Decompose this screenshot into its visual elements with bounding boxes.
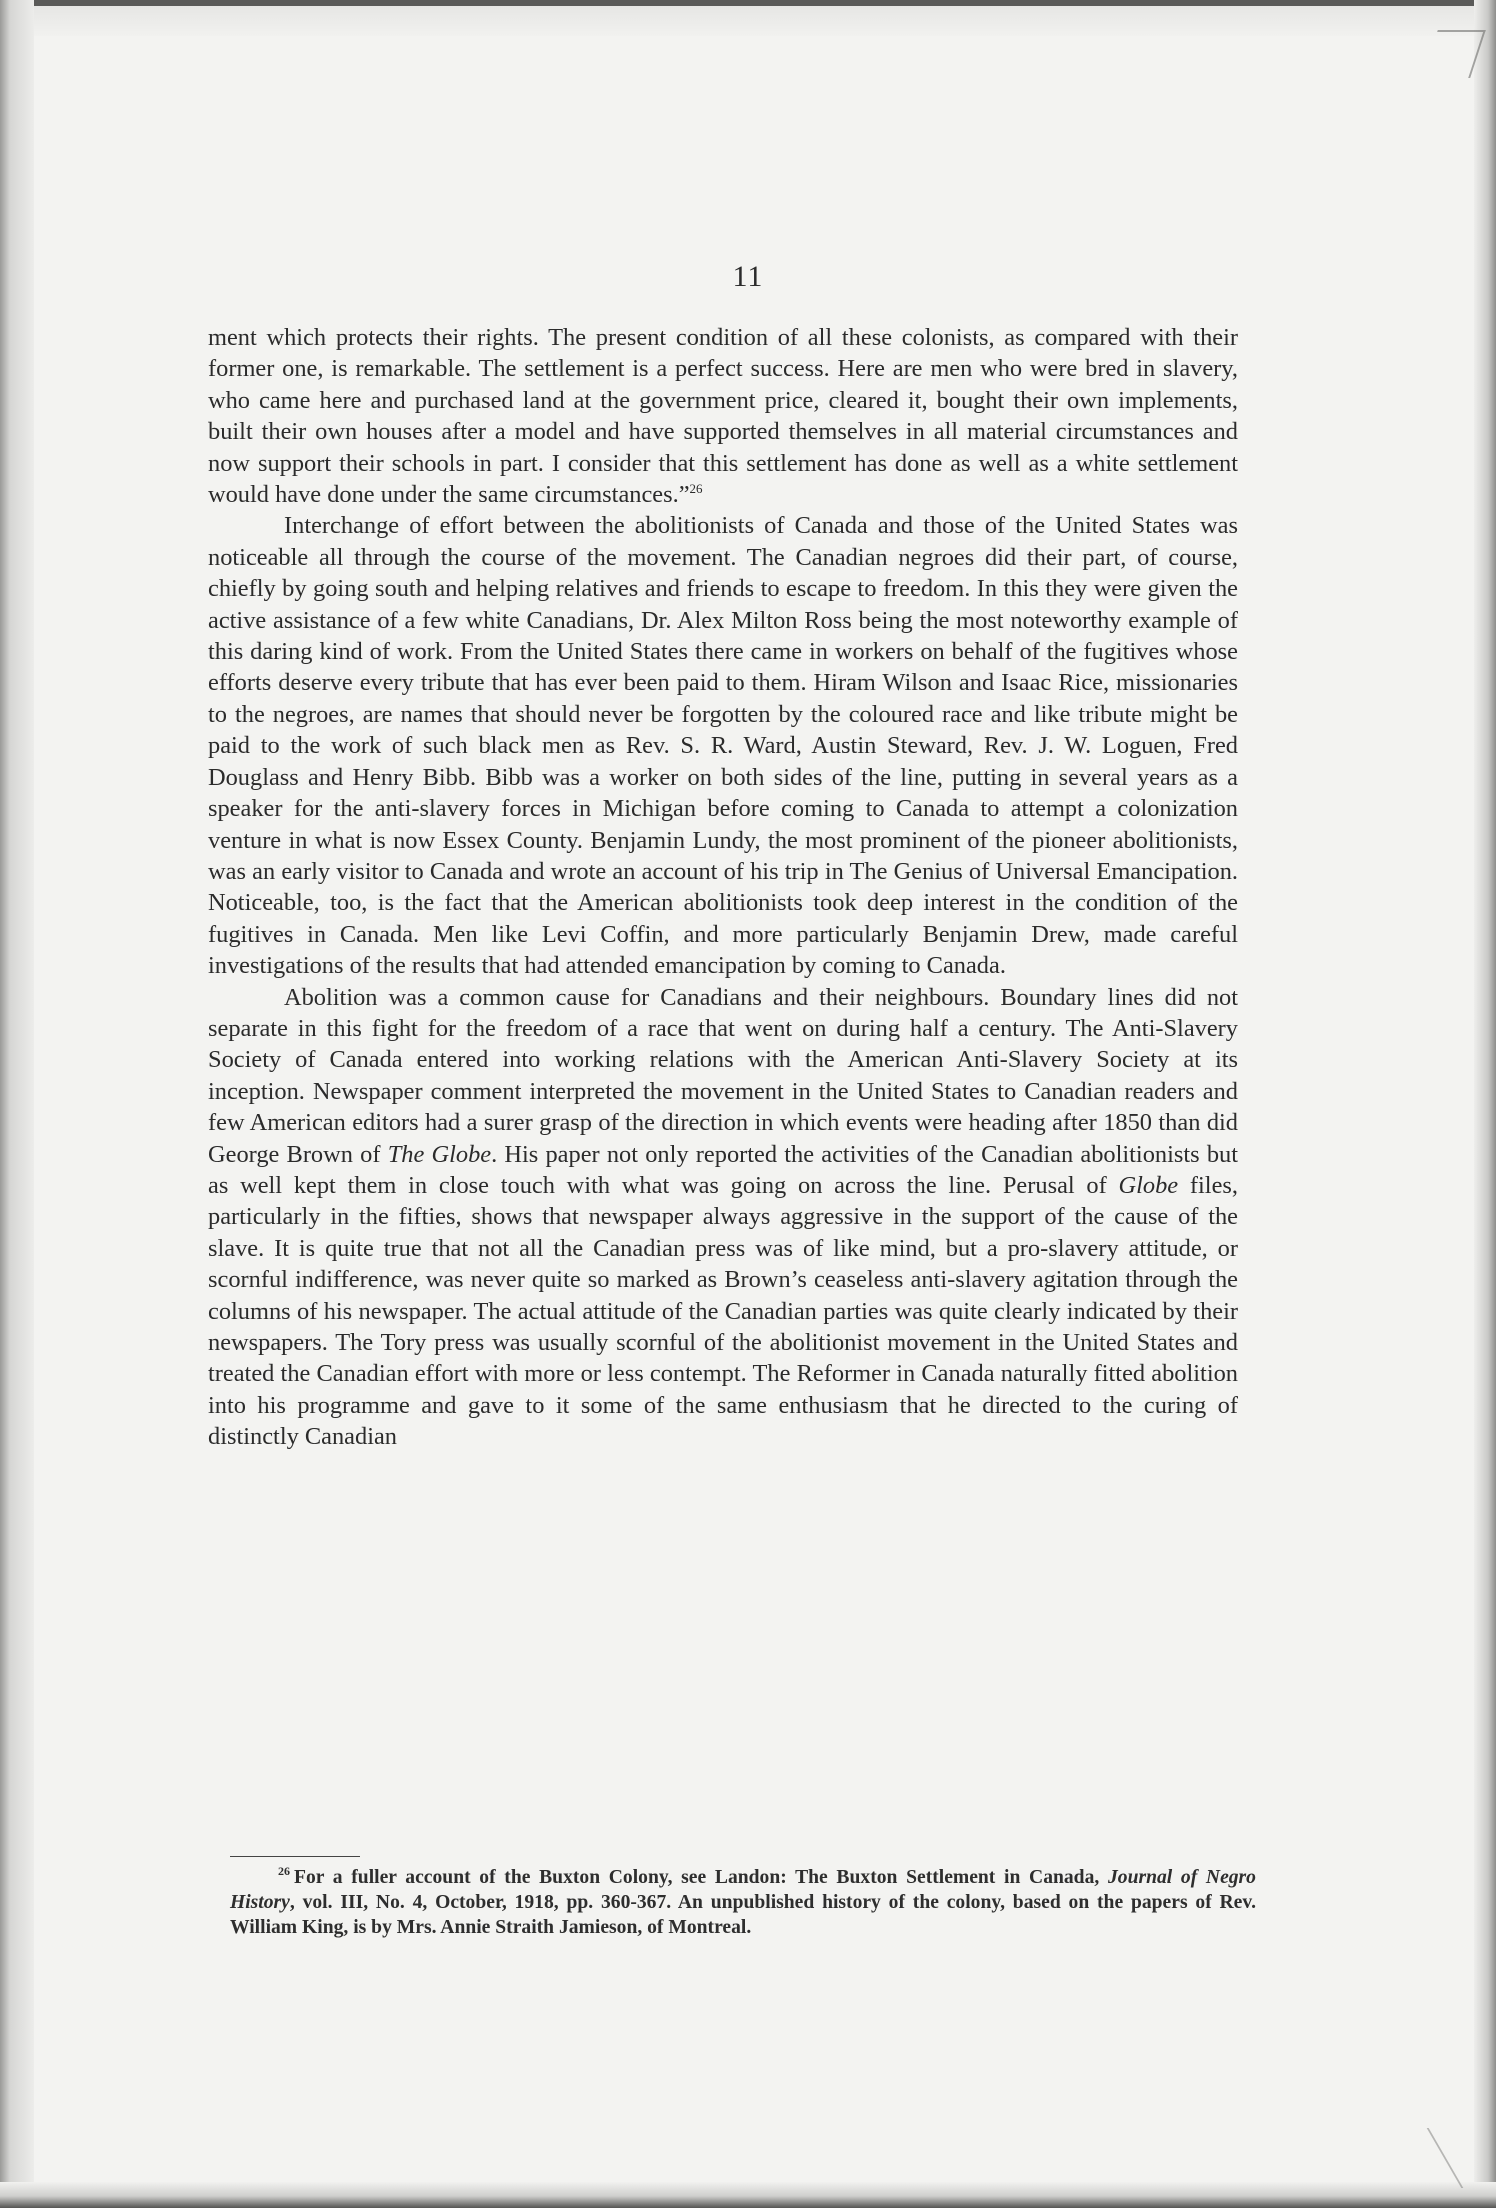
footnote — [230, 1866, 1256, 1940]
journal-title: Journal of Negro History — [230, 1867, 1256, 1913]
paragraph-3-text-middle: . His paper not only reported the activities of the Canadian abolitionists but as well kept them in close touch with what was going on across the line. Perusal of — [208, 1140, 1239, 1199]
scan-bottom-edge — [0, 2182, 1496, 2208]
paragraph-3-text-start: Abolition was a common cause for Canadians and their neighbours. Boundary lines did not separate in this fight for the freedom of a race that went on during half a century. The Anti-Slavery Society of Canada entered into working relations with the American Anti-Slavery Society at its inception. Newspaper comment interpreted the movement in the United States to Canadian readers and few American editors had a surer grasp of the direction in which events were heading after 1850 than did George Brown of — [208, 983, 1238, 1168]
newspaper-title-the-globe: The Globe — [387, 1140, 492, 1168]
paragraph-3 — [208, 982, 1238, 1453]
scan-left-edge — [0, 0, 34, 2208]
paragraph-3-text-end: files, particularly in the fifties, shows that newspaper always aggressive in the support of the cause of the slave. It is quite true that not all the Canadian press was of like mind, but a pro-slavery attitude, or scornful indifference, was never quite so marked as Brown’s ceaseless anti-slavery agitation through the columns of his newspaper. The actual attitude of the Canadian parties was quite clearly indicated by their newspapers. The Tory press was usually scornful of the abolitionist movement in the United States and treated the Canadian effort with more or less contempt. The Reformer in Canada naturally fitted abolition into his programme and gave to it some of the same enthusiasm that he directed to the curing of distinctly Canadian — [208, 1171, 1238, 1451]
footnote-divider — [230, 1856, 360, 1857]
footnote-paragraph — [230, 1866, 1256, 1940]
newspaper-title-globe: Globe — [1118, 1171, 1179, 1199]
paragraph-1 — [208, 322, 1238, 510]
page-number: 11 — [732, 260, 764, 293]
body-text — [208, 322, 1238, 1453]
scan-right-edge — [1474, 0, 1496, 2208]
footnote-reference: 26 — [689, 480, 703, 496]
paragraph-1-text: ment which protects their rights. The present condition of all these colonists, as compared with their former one, is remarkable. The settlement is a perfect success. Here are men who were bred in slavery, who came here and purchased land at the government price, cleared it, bought their own implements, built their own houses after a model and have supported themselves in all material circumstances and now support their schools in part. I consider that this settlement has done as well as a white settlement would have done under the same circumstances.” — [208, 324, 1238, 509]
paragraph-2-text: Interchange of effort between the abolitionists of Canada and those of the United States was noticeable all through the course of the movement. The Canadian negroes did their part, of course, chiefly by going south and helping relatives and friends to escape to freedom. In this they were given the active assistance of a few white Canadians, Dr. Alex Milton Ross being the most noteworthy example of this daring kind of work. From the United States there came in workers on behalf of the fugitives whose efforts deserve every tribute that has ever been paid to them. Hiram Wilson and Isaac Rice, missionaries to the negroes, are names that should never be forgotten by the coloured race and like tribute might be paid to the work of such black men as Rev. S. R. Ward, Austin Steward, Rev. J. W. Loguen, Fred Douglass and Henry Bibb. Bibb was a worker on both sides of the line, putting in several years as a speaker for the anti-slavery forces in Michigan before coming to Canada to attempt a colonization venture in what is now Essex County. Benjamin Lundy, the most prominent of the pioneer abolitionists, was an early visitor to Canada and wrote an account of his trip in The Genius of Universal Emancipation. Noticeable, too, is the fact that the American abolitionists took deep interest in the condition of the fugitives in Canada. Men like Levi Coffin, and more particularly Benjamin Drew, made careful investigations of the results that had attended emancipation by coming to Canada. — [208, 512, 1238, 980]
footnote-text-start: For a fuller account of the Buxton Colony, see Landon: The Buxton Settlement in Canada, — [294, 1867, 1108, 1888]
footnote-text-end: , vol. III, No. 4, October, 1918, pp. 360-367. An unpublished history of the colony, based on the papers of Rev. William King, is by Mrs. Annie Straith Jamieson, of Montreal. — [230, 1891, 1256, 1938]
scan-top-edge — [0, 0, 1496, 36]
paragraph-2 — [208, 510, 1238, 981]
footnote-mark: 26 — [278, 1864, 290, 1879]
